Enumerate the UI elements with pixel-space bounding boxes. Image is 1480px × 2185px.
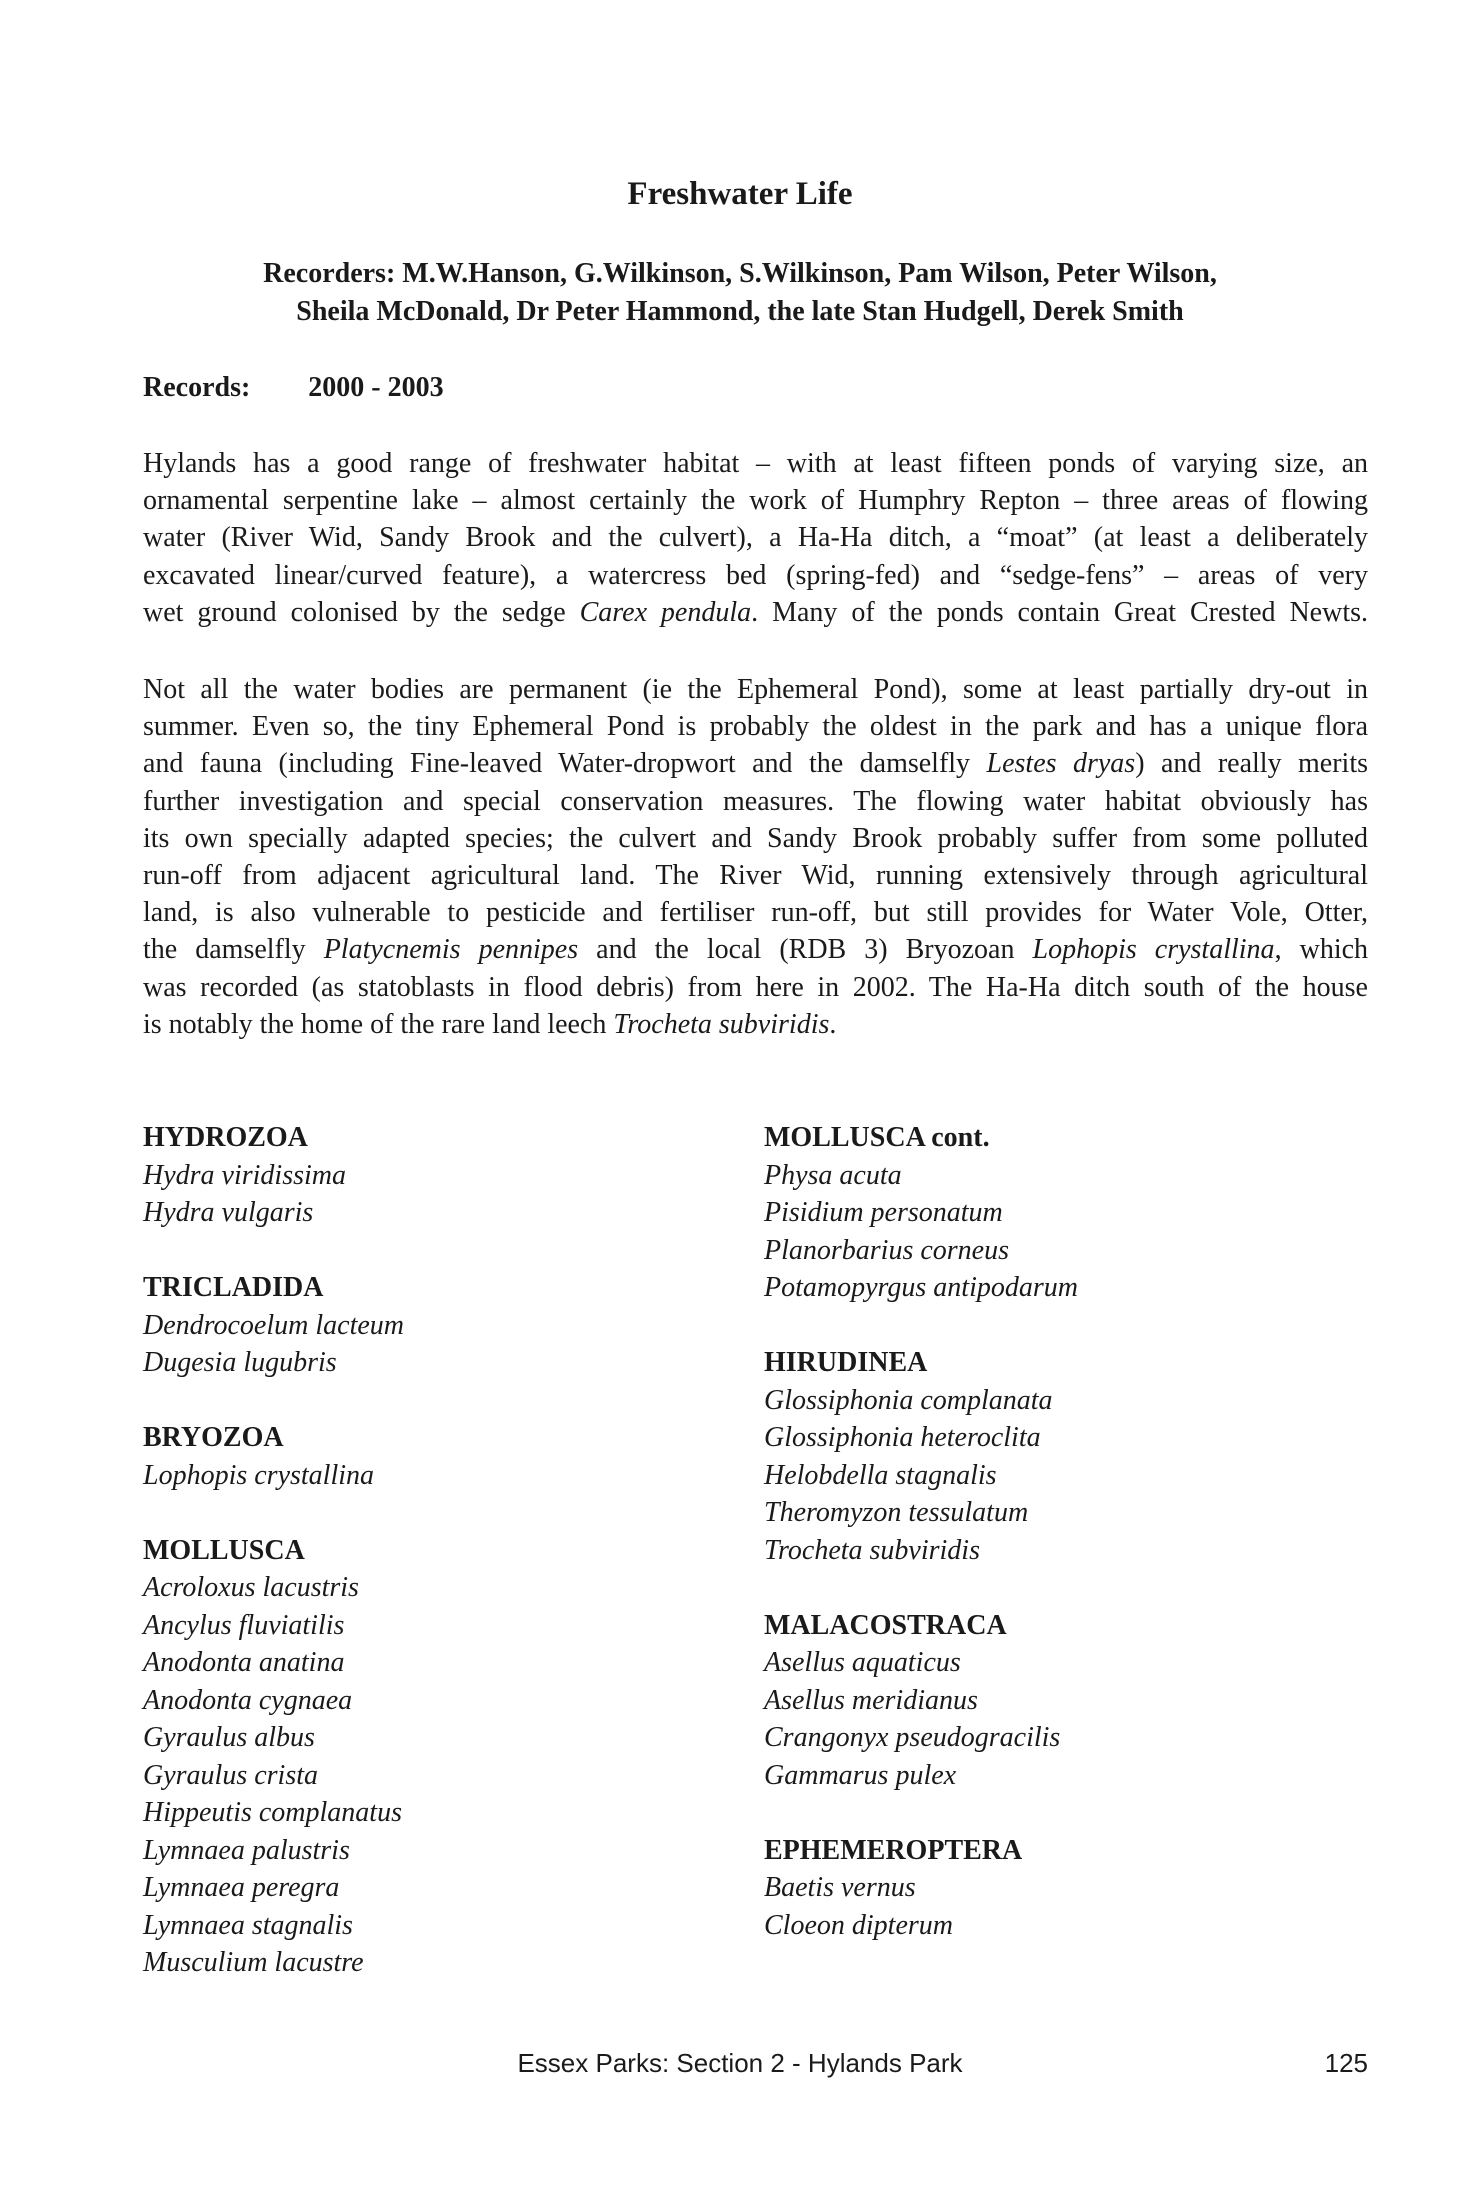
taxon-group-heading: MOLLUSCA cont.: [764, 1122, 990, 1153]
habitat-paragraph: [143, 671, 1368, 1043]
species-item: Physa acuta: [764, 1159, 902, 1191]
species-name-inline: Platycnemis pennipes: [323, 934, 579, 966]
page-title: Freshwater Life: [627, 176, 853, 212]
species-name-inline: Lestes dryas: [986, 748, 1136, 780]
species-item: Ancylus fluviatilis: [143, 1609, 345, 1641]
text-run: the damselfly: [143, 934, 324, 966]
taxon-group: [143, 1119, 783, 1232]
paragraph-line: ornamental serpentine lake – almost certainly the work of Humphry Repton – three areas of flowing: [143, 485, 1368, 517]
taxon-group-heading: TRICLADIDA: [143, 1272, 324, 1303]
paragraph-line: further investigation and special conservation measures. The flowing water habitat obviously has: [143, 785, 1368, 817]
taxon-group-heading: EPHEMEROPTERA: [764, 1834, 1023, 1866]
species-item: Lymnaea peregra: [143, 1872, 340, 1903]
taxon-group-heading: MOLLUSCA: [143, 1534, 305, 1566]
species-item: Theromyzon tessulatum: [764, 1497, 1029, 1528]
text-run: and fauna (including Fine-leaved Water-dropwort and the damselfly: [143, 748, 987, 780]
species-item: Dendrocoelum lacteum: [143, 1309, 404, 1341]
page-number: 125: [1324, 2048, 1368, 2078]
species-item: Crangonyx pseudogracilis: [764, 1722, 1061, 1753]
species-list-right-column: [764, 1119, 1404, 1982]
species-item: Trocheta subviridis: [764, 1534, 980, 1566]
paragraph-line: water (River Wid, Sandy Brook and the culvert), a Ha-Ha ditch, a “moat” (at least a deliberately: [143, 522, 1368, 554]
taxon-group: [764, 1119, 1404, 1307]
text-run: and the local (RDB 3) Bryozoan: [578, 934, 1033, 966]
recorders-line-2: Sheila McDonald, Dr Peter Hammond, the late Stan Hudgell, Derek Smith: [296, 296, 1184, 327]
taxon-group: [764, 1832, 1404, 1945]
species-item: Acroloxus lacustris: [143, 1572, 359, 1603]
text-run: , which: [1274, 934, 1369, 966]
paragraph-line: was recorded (as statoblasts in flood debris) from here in 2002. The Ha-Ha ditch south of the house: [143, 971, 1368, 1003]
taxon-group-heading: BRYOZOA: [143, 1422, 284, 1453]
species-name-inline: Trocheta subviridis: [613, 1008, 830, 1040]
species-item: Anodonta anatina: [143, 1647, 345, 1678]
text-run: wet ground colonised by the sedge: [143, 596, 580, 628]
paragraph-line: [143, 931, 1368, 968]
species-item: Gyraulus albus: [143, 1722, 315, 1753]
taxon-group: [764, 1344, 1404, 1569]
paragraph-line: run-off from adjacent agricultural land. The River Wid, running extensively through agricultural: [143, 860, 1368, 892]
paragraph-line: Hylands has a good range of freshwater habitat – with at least fifteen ponds of varying size, an: [143, 448, 1368, 479]
species-item: Baetis vernus: [764, 1872, 916, 1903]
paragraph-line: excavated linear/curved feature), a watercress bed (spring-fed) and “sedge-fens” – areas of very: [143, 559, 1368, 591]
species-item: Asellus meridianus: [764, 1684, 978, 1716]
species-item: Gammarus pulex: [764, 1759, 957, 1791]
species-list-left-column: [143, 1119, 783, 2019]
taxon-group-heading: HYDROZOA: [143, 1122, 308, 1153]
paragraph-line: [143, 594, 1368, 631]
species-item: Glossiphonia heteroclita: [764, 1422, 1041, 1453]
species-item: Planorbarius corneus: [764, 1234, 1009, 1266]
footer-title: Essex Parks: Section 2 - Hylands Park: [517, 2048, 963, 2078]
species-item: Hippeutis complanatus: [143, 1797, 402, 1828]
recorders: [100, 255, 1380, 331]
species-name-inline: Carex pendula: [579, 596, 752, 628]
species-item: Musculium lacustre: [143, 1947, 364, 1978]
species-item: Helobdella stagnalis: [764, 1459, 997, 1491]
species-item: Hydra viridissima: [143, 1159, 346, 1191]
species-item: Dugesia lugubris: [143, 1347, 337, 1378]
species-item: Pisidium personatum: [764, 1197, 1003, 1228]
taxon-group-heading: HIRUDINEA: [764, 1347, 928, 1378]
text-run: is notably the home of the rare land leech: [143, 1008, 614, 1040]
species-item: Gyraulus crista: [143, 1759, 318, 1791]
records: [143, 369, 444, 407]
species-item: Glossiphonia complanata: [764, 1384, 1053, 1416]
species-name-inline: Lophopis crystallina: [1032, 934, 1275, 966]
species-item: Potamopyrgus antipodarum: [764, 1272, 1078, 1303]
records-label: Records:: [143, 372, 251, 403]
text-run: .: [829, 1008, 837, 1040]
paragraph-line: [143, 745, 1368, 782]
paragraph-line: summer. Even so, the tiny Ephemeral Pond is probably the oldest in the park and has a unique flora: [143, 711, 1368, 743]
paragraph-line: land, is also vulnerable to pesticide and fertiliser run-off, but still provides for Water Vole, Otter,: [143, 897, 1368, 929]
taxon-group: [764, 1607, 1404, 1795]
species-item: Lophopis crystallina: [143, 1459, 375, 1491]
species-item: Hydra vulgaris: [143, 1197, 314, 1228]
paragraph-line: Not all the water bodies are permanent (ie the Ephemeral Pond), some at least partially dry-out in: [143, 674, 1368, 705]
paragraph-line: its own specially adapted species; the culvert and Sandy Brook probably suffer from some polluted: [143, 822, 1368, 854]
taxon-group-heading: MALACOSTRACA: [764, 1609, 1007, 1641]
taxon-group: [143, 1419, 783, 1494]
species-item: Lymnaea palustris: [143, 1834, 350, 1866]
text-run: . Many of the ponds contain Great Crested Newts.: [751, 596, 1368, 628]
species-item: Anodonta cygnaea: [143, 1684, 353, 1716]
taxon-group: [143, 1532, 783, 1982]
species-item: Cloeon dipterum: [764, 1909, 953, 1941]
taxon-group: [143, 1269, 783, 1382]
recorders-line-1: Recorders: M.W.Hanson, G.Wilkinson, S.Wilkinson, Pam Wilson, Peter Wilson,: [263, 258, 1217, 289]
paragraph-line: [143, 1006, 1368, 1043]
text-run: ) and really merits: [1135, 748, 1368, 780]
records-value: 2000 - 2003: [308, 372, 444, 403]
intro-paragraph: [143, 445, 1368, 631]
species-item: Asellus aquaticus: [764, 1647, 961, 1678]
species-item: Lymnaea stagnalis: [143, 1909, 353, 1941]
